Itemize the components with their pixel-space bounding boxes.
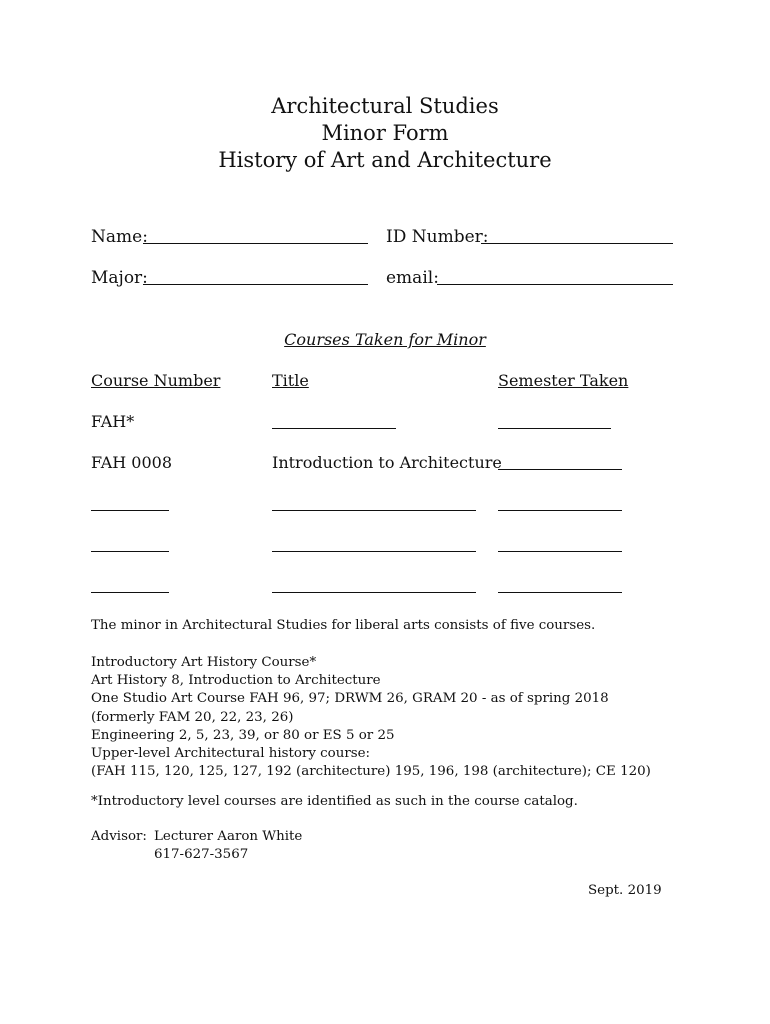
form-title-line-2: Minor Form	[321, 121, 449, 145]
row-2-semester-field[interactable]	[498, 469, 622, 470]
advisor-phone: 617-627-3567	[154, 847, 249, 862]
row-2-course-number: FAH 0008	[91, 453, 173, 472]
form-date: Sept. 2019	[588, 883, 662, 898]
row-5-semester-field[interactable]	[498, 592, 622, 593]
major-label: Major:	[91, 268, 148, 288]
column-header-title: Title	[272, 371, 309, 390]
column-header-course-number: Course Number	[91, 371, 221, 390]
id-number-field[interactable]	[481, 243, 673, 244]
requirement-item: Upper-level Architectural history course:	[91, 746, 371, 762]
form-title-line-1: Architectural Studies	[271, 94, 499, 118]
name-field[interactable]	[143, 243, 368, 244]
row-2-title: Introduction to Architecture	[272, 453, 502, 472]
requirements-list	[91, 654, 651, 781]
advisor-label: Advisor:	[91, 829, 147, 844]
row-3-title-field[interactable]	[272, 510, 476, 511]
requirement-item: Engineering 2, 5, 23, 39, or 80 or ES 5 or 25	[91, 727, 395, 743]
requirement-item: (formerly FAM 20, 22, 23, 26)	[91, 709, 294, 725]
requirement-item: One Studio Art Course FAH 96, 97; DRWM 26, GRAM 20 - as of spring 2018	[91, 691, 609, 707]
name-label: Name:	[91, 227, 148, 247]
row-5-course-number-field[interactable]	[91, 592, 169, 593]
requirement-item: Art History 8, Introduction to Architecture	[91, 673, 381, 689]
row-4-semester-field[interactable]	[498, 551, 622, 552]
row-3-course-number-field[interactable]	[91, 510, 169, 511]
minor-intro-text: The minor in Architectural Studies for liberal arts consists of five courses.	[91, 618, 596, 633]
row-4-title-field[interactable]	[272, 551, 476, 552]
major-field[interactable]	[143, 284, 368, 285]
row-5-title-field[interactable]	[272, 592, 476, 593]
row-3-semester-field[interactable]	[498, 510, 622, 511]
courses-heading: Courses Taken for Minor	[284, 330, 486, 349]
row-1-semester-field[interactable]	[498, 428, 611, 429]
row-4-course-number-field[interactable]	[91, 551, 169, 552]
requirement-item: (FAH 115, 120, 125, 127, 192 (architecture) 195, 196, 198 (architecture); CE 120)	[91, 764, 651, 780]
advisor-name: Lecturer Aaron White	[154, 829, 303, 844]
row-1-title-field[interactable]	[272, 428, 396, 429]
id-number-label: ID Number:	[386, 227, 489, 247]
email-field[interactable]	[437, 284, 673, 285]
row-1-course-number: FAH*	[91, 412, 135, 431]
requirement-item: Introductory Art History Course*	[91, 655, 317, 670]
footnote-text: *Introductory level courses are identified as such in the course catalog.	[91, 794, 578, 809]
email-label: email:	[386, 268, 439, 288]
column-header-semester: Semester Taken	[498, 371, 629, 390]
form-title-line-3: History of Art and Architecture	[218, 148, 552, 172]
